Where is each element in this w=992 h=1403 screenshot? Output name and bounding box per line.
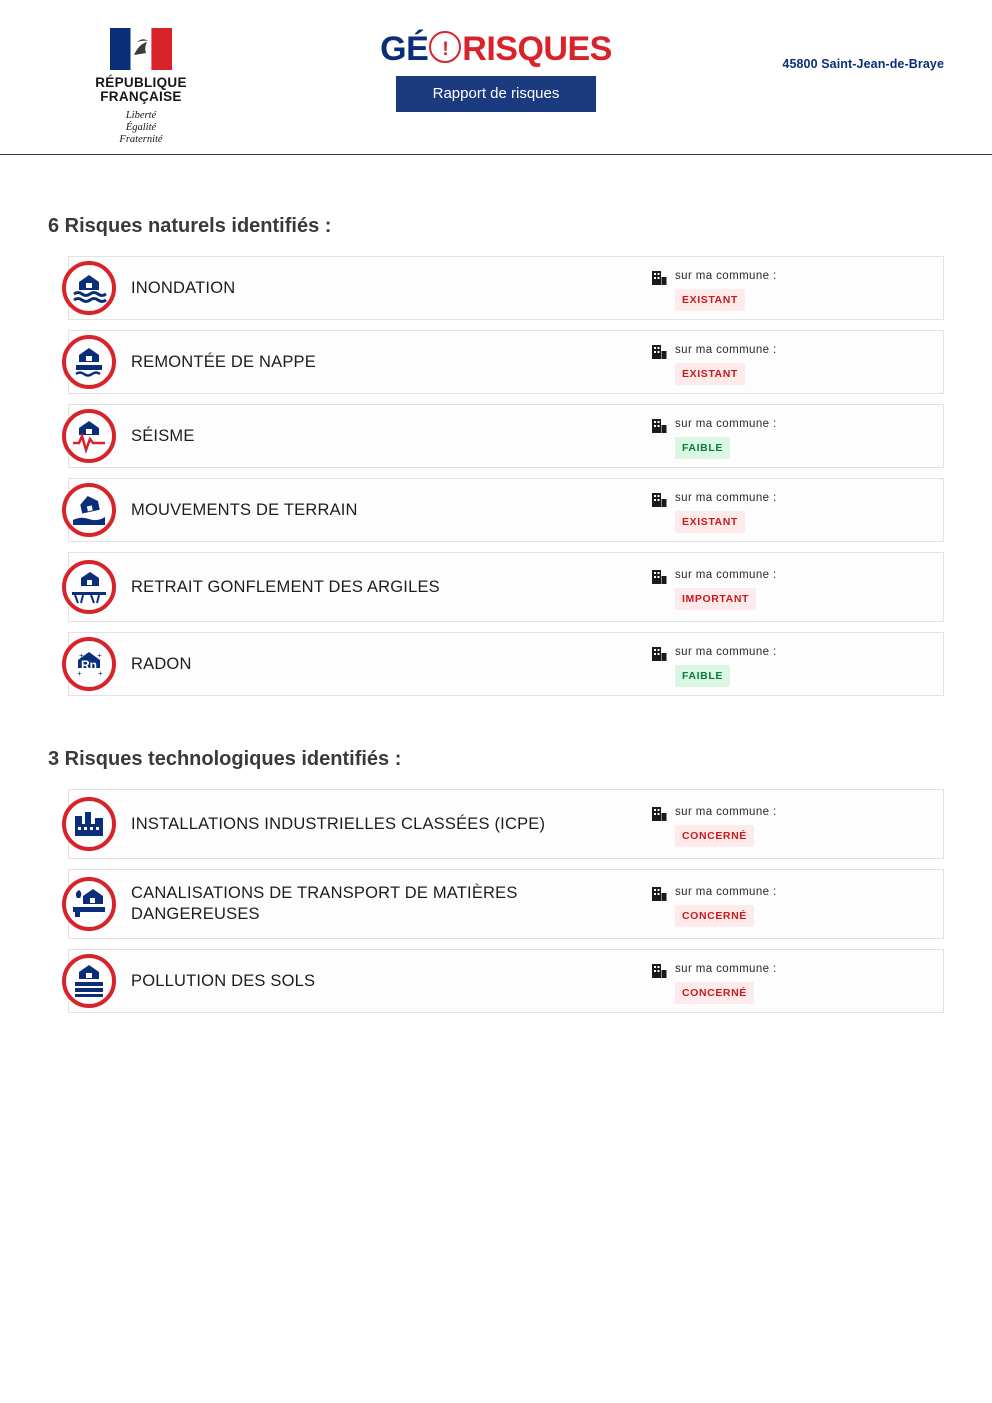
commune-label: sur ma commune :	[675, 269, 777, 282]
risk-status	[651, 414, 891, 459]
section-title-naturels: 6 Risques naturels identifiés :	[48, 215, 332, 237]
commune-building-icon	[651, 418, 668, 435]
radon-icon	[61, 636, 117, 692]
warning-circle-icon	[429, 31, 461, 63]
status-badge: EXISTANT	[675, 289, 745, 311]
commune-label: sur ma commune :	[675, 343, 777, 356]
svg-text:+: +	[98, 669, 103, 678]
status-badge: FAIBLE	[675, 437, 730, 459]
commune-building-icon	[651, 344, 668, 361]
groundwater-rise-icon	[61, 334, 117, 390]
status-badge: EXISTANT	[675, 511, 745, 533]
commune-building-icon	[651, 492, 668, 509]
svg-text:+: +	[79, 651, 84, 660]
risk-label: SÉISME	[131, 426, 195, 445]
commune-building-icon	[651, 270, 668, 287]
brand-title-first: GÉ	[380, 30, 429, 68]
risk-row[interactable]	[68, 949, 944, 1013]
risk-row[interactable]	[68, 256, 944, 320]
commune-label: sur ma commune :	[675, 491, 777, 504]
commune-building-icon	[651, 886, 668, 903]
status-badge: CONCERNÉ	[675, 825, 754, 847]
commune-label: sur ma commune :	[675, 568, 777, 581]
risk-row[interactable]	[68, 552, 944, 622]
risk-row[interactable]	[68, 869, 944, 939]
devise	[66, 110, 216, 146]
risk-list-technologiques	[68, 789, 944, 1013]
risk-row[interactable]	[68, 632, 944, 696]
risk-label: INSTALLATIONS INDUSTRIELLES CLASSÉES (ICPE)	[131, 814, 546, 833]
risk-list-naturels	[68, 256, 944, 696]
section-title-technologiques: 3 Risques technologiques identifiés :	[48, 748, 402, 770]
commune-building-icon	[651, 569, 668, 586]
georisques-brand	[0, 30, 992, 112]
status-badge: EXISTANT	[675, 363, 745, 385]
commune-label: sur ma commune :	[675, 417, 777, 430]
risk-label: POLLUTION DES SOLS	[131, 971, 316, 990]
industrial-plant-icon	[61, 796, 117, 852]
risk-label: INONDATION	[131, 278, 236, 297]
risk-row[interactable]	[68, 330, 944, 394]
risk-row[interactable]	[68, 478, 944, 542]
risk-status	[651, 959, 891, 1004]
risk-label: REMONTÉE DE NAPPE	[131, 352, 316, 371]
risk-status	[651, 642, 891, 687]
republic-line-2: FRANÇAISE	[100, 89, 182, 104]
soil-pollution-icon	[61, 953, 117, 1009]
devise-egalite: Égalité	[125, 122, 157, 133]
commune-label: sur ma commune :	[675, 885, 777, 898]
status-badge: CONCERNÉ	[675, 905, 754, 927]
commune-label: sur ma commune :	[675, 962, 777, 975]
clay-shrink-swell-icon	[61, 559, 117, 615]
commune-building-icon	[651, 806, 668, 823]
brand-title	[380, 30, 612, 68]
landslide-icon	[61, 482, 117, 538]
risk-label: RADON	[131, 654, 192, 673]
location-label: 45800 Saint-Jean-de-Braye	[782, 57, 944, 71]
status-badge: FAIBLE	[675, 665, 730, 687]
risk-label: CANALISATIONS DE TRANSPORT DE MATIÈRES DANGEREUSES	[131, 884, 518, 923]
flood-icon	[61, 260, 117, 316]
risk-status	[651, 565, 891, 610]
pipeline-icon	[61, 876, 117, 932]
svg-text:+: +	[97, 651, 102, 660]
risk-row[interactable]	[68, 404, 944, 468]
risk-label: RETRAIT GONFLEMENT DES ARGILES	[131, 577, 440, 596]
commune-building-icon	[651, 646, 668, 663]
devise-fraternite: Fraternité	[119, 134, 163, 145]
risk-status	[651, 882, 891, 927]
risk-status	[651, 340, 891, 385]
risk-status	[651, 802, 891, 847]
rapport-de-risques-button[interactable]: Rapport de risques	[396, 76, 596, 112]
svg-text:+: +	[77, 669, 82, 678]
devise-liberte: Liberté	[125, 110, 157, 121]
risk-status	[651, 488, 891, 533]
report-content	[0, 215, 992, 1013]
page-header	[0, 0, 992, 155]
risk-label: MOUVEMENTS DE TERRAIN	[131, 500, 358, 519]
earthquake-icon	[61, 408, 117, 464]
status-badge: CONCERNÉ	[675, 982, 754, 1004]
risk-row[interactable]	[68, 789, 944, 859]
brand-title-second: RISQUES	[462, 30, 612, 68]
republic-line-1: RÉPUBLIQUE	[95, 75, 187, 90]
svg-text:Rn: Rn	[81, 658, 97, 672]
risk-status	[651, 266, 891, 311]
commune-label: sur ma commune :	[675, 645, 777, 658]
commune-label: sur ma commune :	[675, 805, 777, 818]
status-badge: IMPORTANT	[675, 588, 756, 610]
commune-building-icon	[651, 963, 668, 980]
